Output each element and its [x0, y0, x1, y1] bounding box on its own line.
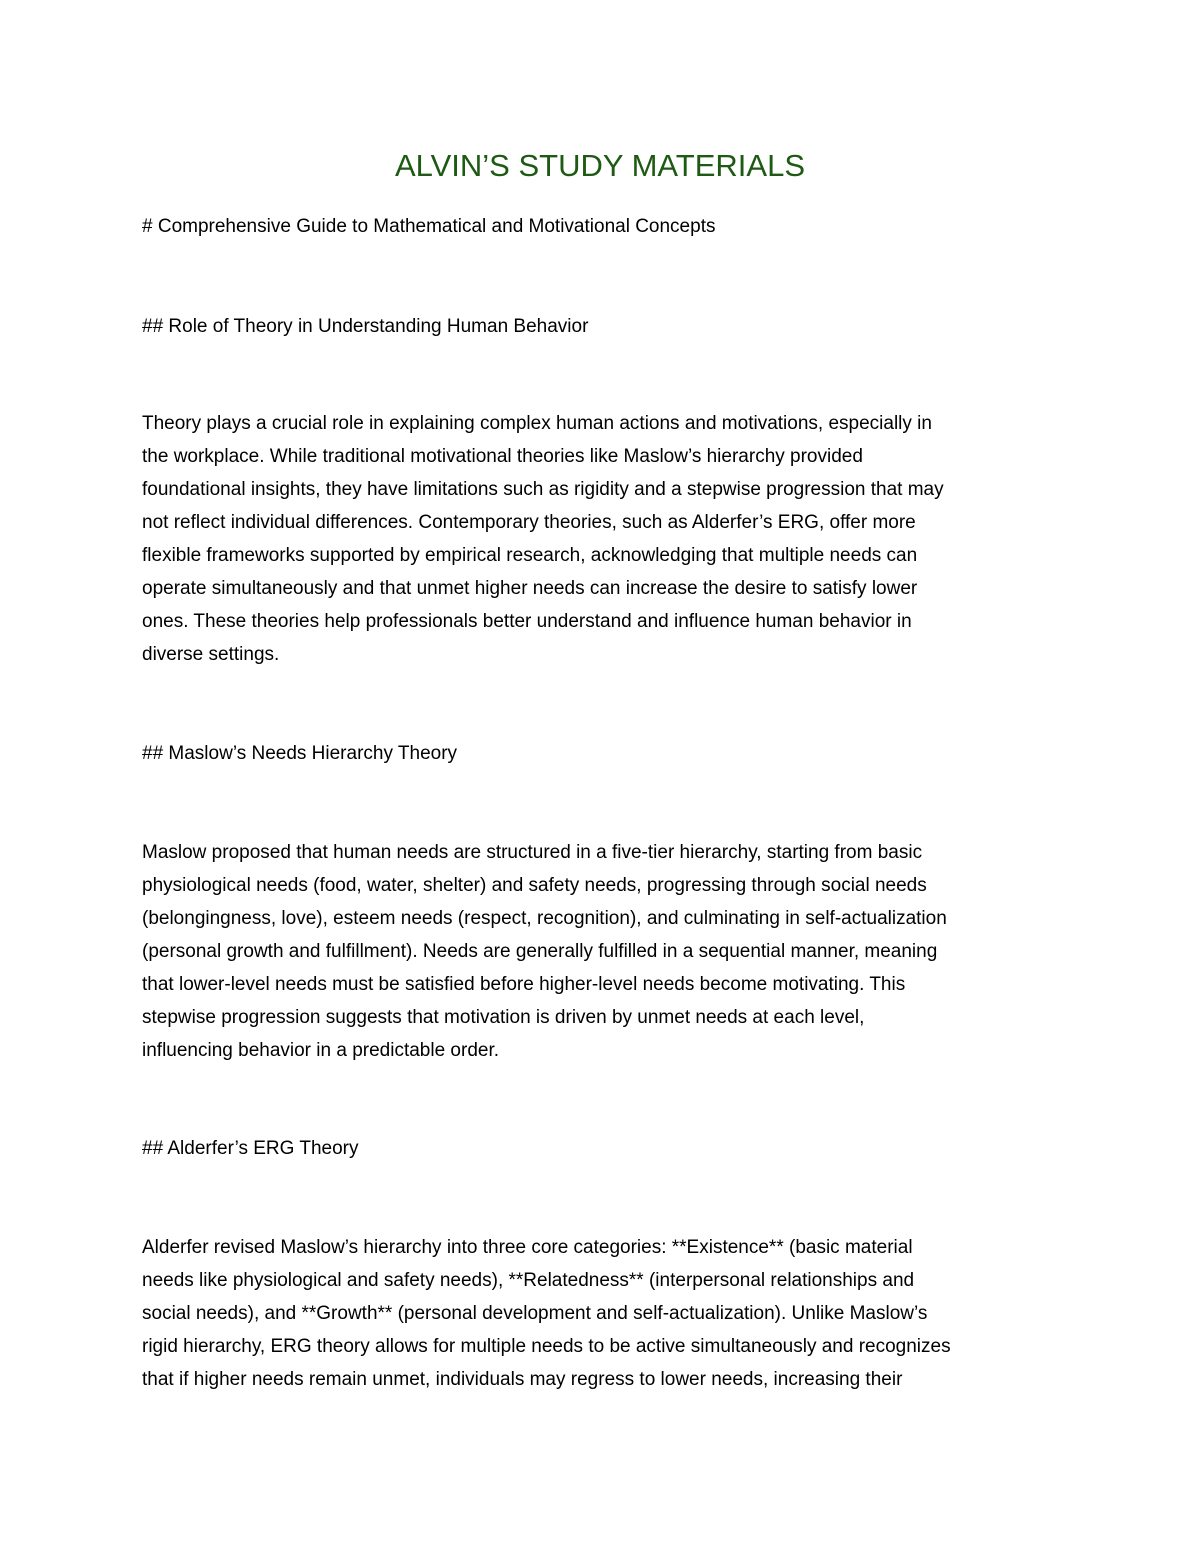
paragraph-line: influencing behavior in a predictable order. [142, 1040, 500, 1061]
section-paragraph-alderfer [142, 1231, 1062, 1396]
paragraph-line: rigid hierarchy, ERG theory allows for multiple needs to be active simultaneously and recognizes [142, 1336, 951, 1357]
section-paragraph-maslow [142, 836, 1062, 1067]
paragraph-line: needs like physiological and safety needs), **Relatedness** (interpersonal relationships and [142, 1270, 915, 1291]
paragraph-line: stepwise progression suggests that motivation is driven by unmet needs at each level, [142, 1007, 865, 1028]
paragraph-line: that lower-level needs must be satisfied before higher-level needs become motivating. This [142, 974, 906, 995]
paragraph-line: operate simultaneously and that unmet higher needs can increase the desire to satisfy lower [142, 578, 918, 599]
paragraph-line: Alderfer revised Maslow’s hierarchy into three core categories: **Existence** (basic material [142, 1237, 913, 1258]
paragraph-line: Theory plays a crucial role in explaining complex human actions and motivations, especially in [142, 413, 932, 434]
paragraph-line: Maslow proposed that human needs are structured in a five-tier hierarchy, starting from basic [142, 842, 923, 863]
main-heading: # Comprehensive Guide to Mathematical and Motivational Concepts [142, 216, 716, 237]
section-heading-alderfer: ## Alderfer’s ERG Theory [142, 1138, 359, 1159]
paragraph-line: diverse settings. [142, 644, 280, 665]
document-title: ALVIN’S STUDY MATERIALS [395, 148, 805, 183]
paragraph-line: (belongingness, love), esteem needs (respect, recognition), and culminating in self-actualization [142, 908, 947, 929]
section-heading-maslow: ## Maslow’s Needs Hierarchy Theory [142, 743, 458, 764]
paragraph-line: physiological needs (food, water, shelter) and safety needs, progressing through social needs [142, 875, 927, 896]
section-paragraph-role-of-theory [142, 407, 1062, 671]
paragraph-line: social needs), and **Growth** (personal development and self-actualization). Unlike Maslow’s [142, 1303, 928, 1324]
paragraph-line: (personal growth and fulfillment). Needs are generally fulfilled in a sequential manner, meaning [142, 941, 938, 962]
paragraph-line: flexible frameworks supported by empirical research, acknowledging that multiple needs can [142, 545, 918, 566]
paragraph-line: the workplace. While traditional motivational theories like Maslow’s hierarchy provided [142, 446, 863, 467]
paragraph-line: not reflect individual differences. Contemporary theories, such as Alderfer’s ERG, offer more [142, 512, 916, 533]
paragraph-line: foundational insights, they have limitations such as rigidity and a stepwise progression that may [142, 479, 944, 500]
paragraph-line: ones. These theories help professionals better understand and influence human behavior in [142, 611, 912, 632]
paragraph-line: that if higher needs remain unmet, individuals may regress to lower needs, increasing their [142, 1369, 903, 1390]
section-heading-role-of-theory: ## Role of Theory in Understanding Human Behavior [142, 316, 589, 337]
